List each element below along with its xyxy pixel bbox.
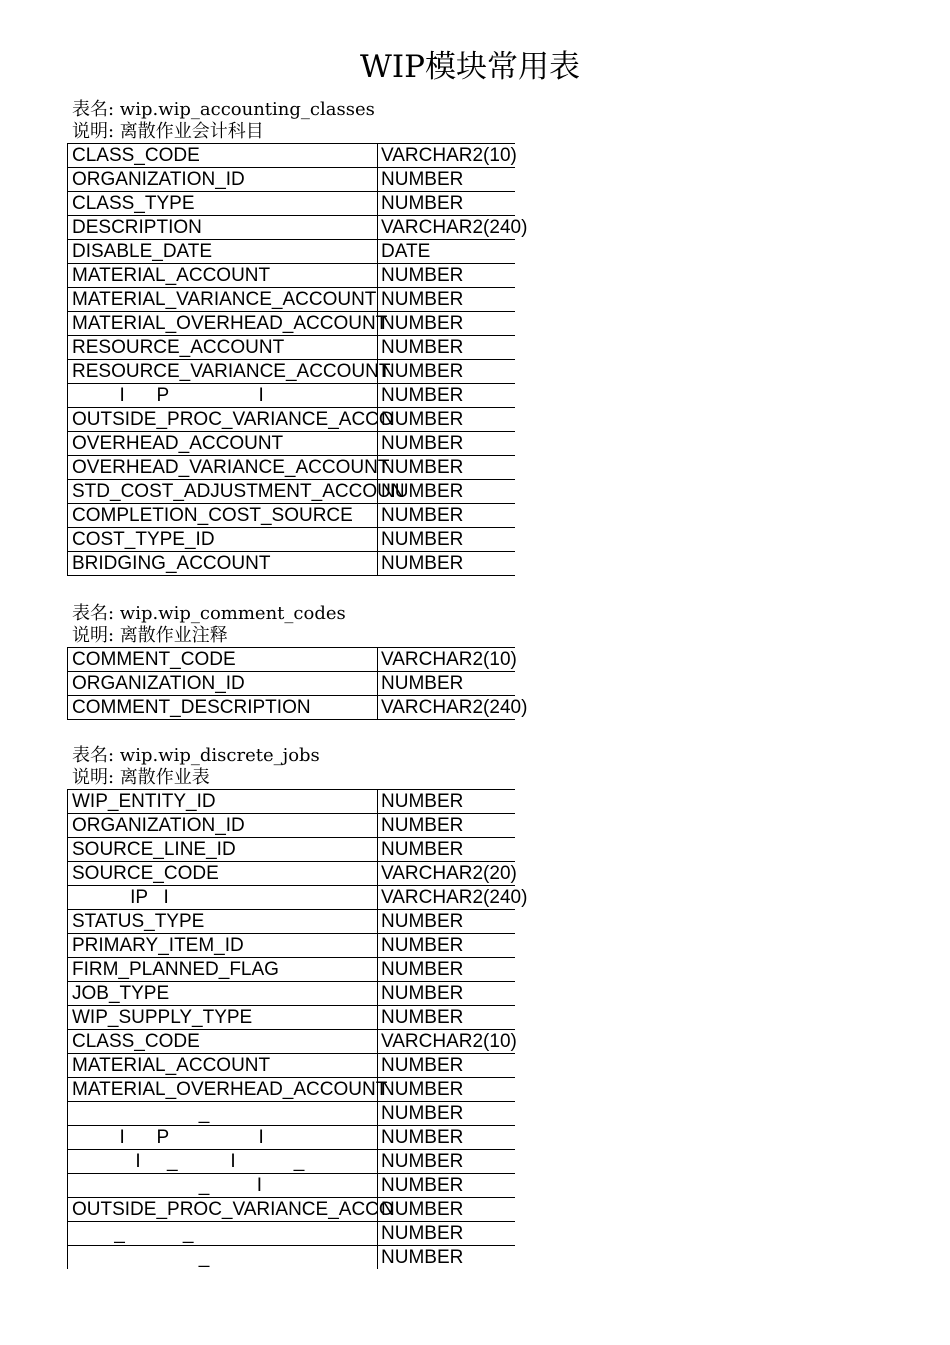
table-row — [68, 1222, 516, 1246]
column-type-cell: VARCHAR2(240) — [378, 696, 516, 720]
column-type-cell: NUMBER — [378, 192, 516, 216]
table-row — [68, 1174, 516, 1198]
column-name-cell: JOB_TYPE — [68, 982, 378, 1006]
column-name-cell: SOURCE_CODE — [68, 862, 378, 886]
column-type-cell: NUMBER — [378, 360, 516, 384]
table-row — [68, 480, 516, 504]
column-name-cell: WIP_SUPPLY_TYPE — [68, 1006, 378, 1030]
table-row — [68, 790, 516, 814]
column-type-cell: NUMBER — [378, 1102, 516, 1126]
column-name-cell: I P I — [68, 1126, 378, 1150]
column-name-cell: _ — [68, 1246, 378, 1270]
column-name-cell: PRIMARY_ITEM_ID — [68, 934, 378, 958]
column-name-cell: CLASS_CODE — [68, 1030, 378, 1054]
table-row — [68, 504, 516, 528]
column-type-cell: NUMBER — [378, 814, 516, 838]
page-title: WIP模块常用表 — [360, 49, 580, 85]
table-row — [68, 910, 516, 934]
column-type-cell: NUMBER — [378, 934, 516, 958]
column-type-cell: NUMBER — [378, 264, 516, 288]
table-row — [68, 934, 516, 958]
column-name-cell: DESCRIPTION — [68, 216, 378, 240]
column-name-cell: MATERIAL_ACCOUNT — [68, 264, 378, 288]
column-name-cell: _ _ — [68, 1222, 378, 1246]
column-name-cell: STATUS_TYPE — [68, 910, 378, 934]
table-row — [68, 1102, 516, 1126]
column-name-cell: IP I — [68, 886, 378, 910]
table-row — [68, 672, 516, 696]
column-name-cell: COST_TYPE_ID — [68, 528, 378, 552]
column-table — [67, 647, 528, 720]
table-row — [68, 1078, 516, 1102]
column-name-cell: ORGANIZATION_ID — [68, 168, 378, 192]
column-name-cell: MATERIAL_ACCOUNT — [68, 1054, 378, 1078]
column-type-cell: NUMBER — [378, 480, 516, 504]
column-type-cell: NUMBER — [378, 504, 516, 528]
table-row — [68, 982, 516, 1006]
column-name-cell: RESOURCE_VARIANCE_ACCOUNT — [68, 360, 378, 384]
column-type-cell: NUMBER — [378, 312, 516, 336]
column-type-cell: NUMBER — [378, 1078, 516, 1102]
column-name-cell: SOURCE_LINE_ID — [68, 838, 378, 862]
column-name-cell: OUTSIDE_PROC_VARIANCE_ACCO — [68, 408, 378, 432]
table-row — [68, 216, 516, 240]
column-name-cell: CLASS_TYPE — [68, 192, 378, 216]
column-type-cell: NUMBER — [378, 910, 516, 934]
table-row — [68, 360, 516, 384]
column-type-cell: NUMBER — [378, 1198, 516, 1222]
column-name-cell: FIRM_PLANNED_FLAG — [68, 958, 378, 982]
table-row — [68, 144, 516, 168]
column-name-cell: COMPLETION_COST_SOURCE — [68, 504, 378, 528]
column-name-cell: WIP_ENTITY_ID — [68, 790, 378, 814]
column-name-cell: COMMENT_DESCRIPTION — [68, 696, 378, 720]
table-row — [68, 1198, 516, 1222]
table-row — [68, 648, 516, 672]
column-type-cell: VARCHAR2(10) — [378, 648, 516, 672]
table-row — [68, 264, 516, 288]
column-table — [67, 789, 528, 1269]
table-section-discrete-jobs — [67, 745, 528, 1269]
table-row — [68, 288, 516, 312]
column-type-cell: NUMBER — [378, 432, 516, 456]
column-name-cell: CLASS_CODE — [68, 144, 378, 168]
column-type-cell: NUMBER — [378, 958, 516, 982]
column-type-cell: VARCHAR2(20) — [378, 862, 516, 886]
table-row — [68, 432, 516, 456]
column-type-cell: NUMBER — [378, 168, 516, 192]
table-section-comment-codes — [67, 603, 528, 720]
table-description-line: 说明: 离散作业注释 — [72, 625, 228, 646]
column-name-cell: COMMENT_CODE — [68, 648, 378, 672]
column-name-cell: RESOURCE_ACCOUNT — [68, 336, 378, 360]
column-type-cell: NUMBER — [378, 1174, 516, 1198]
column-name-cell: STD_COST_ADJUSTMENT_ACCOUN — [68, 480, 378, 504]
column-type-cell: VARCHAR2(240) — [378, 886, 516, 910]
column-name-cell: BRIDGING_ACCOUNT — [68, 552, 378, 576]
table-row — [68, 1030, 516, 1054]
column-name-cell: I _ I _ — [68, 1150, 378, 1174]
table-row — [68, 528, 516, 552]
table-row — [68, 838, 516, 862]
table-row — [68, 1126, 516, 1150]
table-row — [68, 1246, 516, 1270]
table-row — [68, 456, 516, 480]
table-name-line: 表名: wip.wip_discrete_jobs — [72, 745, 320, 766]
table-row — [68, 1054, 516, 1078]
column-name-cell: _ I — [68, 1174, 378, 1198]
table-row — [68, 814, 516, 838]
column-name-cell: OVERHEAD_ACCOUNT — [68, 432, 378, 456]
column-type-cell: NUMBER — [378, 1054, 516, 1078]
column-type-cell: NUMBER — [378, 384, 516, 408]
table-name-line: 表名: wip.wip_accounting_classes — [72, 99, 375, 120]
table-row — [68, 336, 516, 360]
table-description-line: 说明: 离散作业表 — [72, 767, 210, 788]
table-name-line: 表名: wip.wip_comment_codes — [72, 603, 346, 624]
table-description-line: 说明: 离散作业会计科目 — [72, 121, 264, 142]
column-type-cell: NUMBER — [378, 790, 516, 814]
column-type-cell: NUMBER — [378, 552, 516, 576]
column-name-cell: DISABLE_DATE — [68, 240, 378, 264]
column-name-cell: ORGANIZATION_ID — [68, 672, 378, 696]
column-type-cell: NUMBER — [378, 1150, 516, 1174]
column-type-cell: VARCHAR2(240) — [378, 216, 516, 240]
column-type-cell: NUMBER — [381, 1247, 464, 1268]
column-name-cell: MATERIAL_OVERHEAD_ACCOUNT — [68, 1078, 378, 1102]
table-row — [68, 168, 516, 192]
column-type-cell: NUMBER — [378, 288, 516, 312]
table-row — [68, 886, 516, 910]
column-type-cell: NUMBER — [378, 1126, 516, 1150]
column-type-cell: DATE — [378, 240, 516, 264]
column-name-cell: I P I — [68, 384, 378, 408]
column-table — [67, 143, 528, 576]
column-type-cell: NUMBER — [378, 528, 516, 552]
table-row — [68, 1150, 516, 1174]
table-row — [68, 384, 516, 408]
column-name-cell: _ — [68, 1102, 378, 1126]
table-row — [68, 696, 516, 720]
column-type-cell: NUMBER — [378, 408, 516, 432]
column-type-cell: NUMBER — [378, 1006, 516, 1030]
column-name-cell: MATERIAL_OVERHEAD_ACCOUNT — [68, 312, 378, 336]
table-row — [68, 408, 516, 432]
column-type-cell: NUMBER — [378, 336, 516, 360]
column-type-cell: NUMBER — [378, 456, 516, 480]
table-row — [68, 192, 516, 216]
table-row — [68, 862, 516, 886]
table-row — [68, 240, 516, 264]
column-type-cell: NUMBER — [378, 1222, 516, 1246]
table-row — [68, 552, 516, 576]
column-name-cell: ORGANIZATION_ID — [68, 814, 378, 838]
column-name-cell: OVERHEAD_VARIANCE_ACCOUNT — [68, 456, 378, 480]
column-name-cell: MATERIAL_VARIANCE_ACCOUNT — [68, 288, 378, 312]
table-row — [68, 1006, 516, 1030]
table-row — [68, 958, 516, 982]
table-row — [68, 312, 516, 336]
column-type-cell: VARCHAR2(10) — [378, 1030, 516, 1054]
column-name-cell: OUTSIDE_PROC_VARIANCE_ACCO — [68, 1198, 378, 1222]
column-type-cell: NUMBER — [378, 982, 516, 1006]
column-type-cell: VARCHAR2(10) — [378, 144, 516, 168]
table-section-accounting-classes — [67, 99, 528, 576]
column-type-cell: NUMBER — [378, 672, 516, 696]
column-type-cell: NUMBER — [378, 838, 516, 862]
